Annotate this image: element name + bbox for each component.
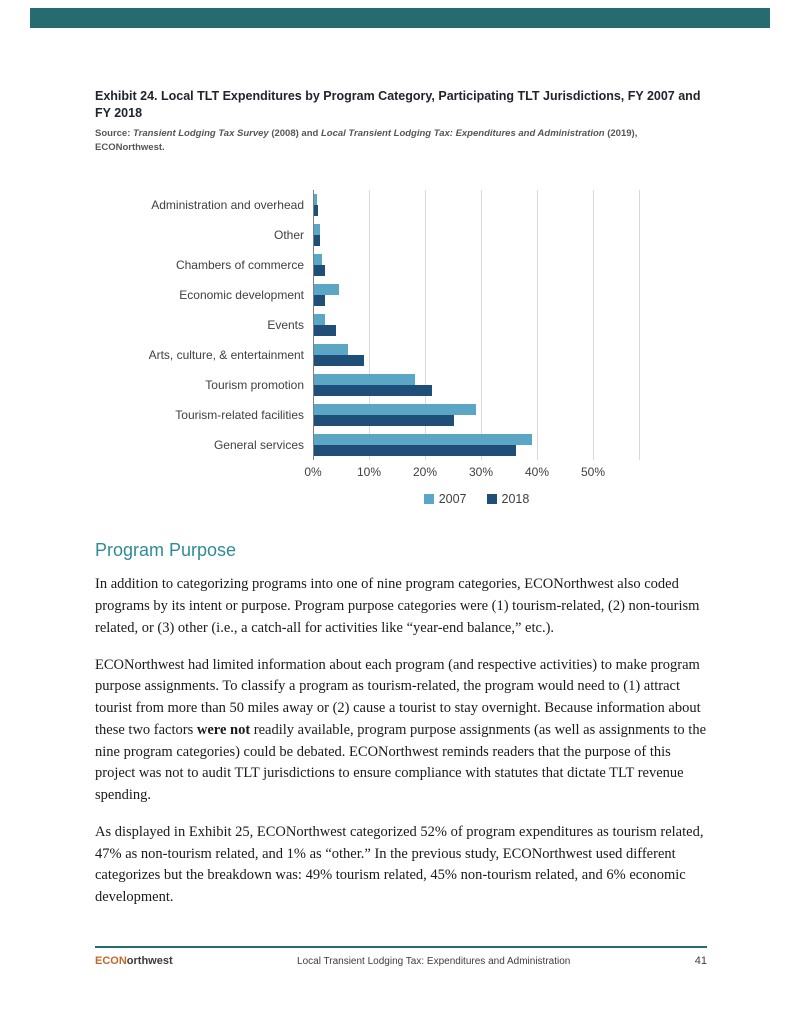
x-tick-label: 10% (356, 465, 382, 480)
legend-item-2018 (487, 492, 530, 506)
source-prefix: Source: (95, 127, 134, 139)
bar-2007 (314, 374, 415, 385)
category-label: General services (213, 438, 304, 453)
category-label: Other (273, 228, 304, 243)
category-label: Economic development (179, 288, 304, 303)
chart-row (151, 190, 639, 220)
bar-2007 (314, 284, 339, 295)
bar-2018 (314, 415, 454, 426)
page-footer (95, 946, 707, 967)
source-suffix: (2019), ECONorthwest. (95, 127, 638, 153)
bar-2007 (314, 254, 322, 265)
chart-row (205, 370, 639, 400)
paragraph-3: As displayed in Exhibit 25, ECONorthwest categorized 52% of program expenditures as tourism related, 47% as non-tourism related, and 1% as “other.” In the previous study, ECONorthwest used different categorizes but the breakdown was: 49% tourism related, 45% non-tourism related, and 6% economic development. (95, 823, 704, 906)
x-tick-label: 0% (304, 465, 322, 480)
chart-legend (313, 492, 640, 506)
chart-row (148, 340, 639, 370)
bar-2018 (314, 265, 325, 276)
bar-2018 (314, 205, 318, 216)
bar-2007 (314, 344, 348, 355)
chart-row (175, 400, 639, 430)
category-label: Chambers of commerce (175, 258, 304, 273)
bar-2018 (314, 445, 516, 456)
footer-rule (95, 946, 707, 948)
bar-2018 (314, 355, 364, 366)
tlt-expenditures-bar-chart (95, 190, 707, 506)
category-label: Arts, culture, & entertainment (148, 348, 304, 363)
x-tick-label: 40% (524, 465, 550, 480)
paragraph-2-bold: were not (196, 721, 251, 738)
section-heading: Program Purpose (95, 540, 237, 561)
chart-row (213, 430, 639, 460)
exhibit-source (95, 127, 707, 155)
chart-row (175, 250, 639, 280)
brand-wordmark (95, 955, 173, 967)
legend-swatch-2007 (424, 494, 434, 504)
brand-orthwest: orthwest (126, 955, 173, 967)
chart-row (179, 280, 639, 310)
paragraph-1: In addition to categorizing programs into one of nine program categories, ECONorthwest also coded programs by its intent or purpose. Program purpose categories were (1) tourism-related, (2) non-tourism related, or (3) other (i.e., a catch-all for activities like “year-end balance,” etc.). (95, 576, 700, 636)
legend-swatch-2018 (487, 494, 497, 504)
brand-econ: ECON (95, 955, 127, 967)
header-accent-bar (30, 8, 770, 28)
legend-item-2007 (424, 492, 467, 506)
bar-2018 (314, 385, 432, 396)
paragraph-2 (95, 655, 707, 807)
category-label: Tourism promotion (205, 378, 304, 393)
bar-2018 (314, 325, 336, 336)
source-mid: (2008) and (268, 127, 321, 139)
bar-2018 (314, 295, 325, 306)
legend-label-2018: 2018 (501, 492, 530, 507)
category-label: Events (267, 318, 304, 333)
chart-row (267, 310, 639, 340)
source-title-1: Transient Lodging Tax Survey (133, 127, 269, 139)
page-number: 41 (694, 955, 707, 967)
bar-2018 (314, 235, 320, 246)
footer-document-title: Local Transient Lodging Tax: Expenditures and Administration (297, 956, 571, 967)
x-tick-label: 30% (468, 465, 494, 480)
bar-2007 (314, 404, 476, 415)
x-tick-label: 20% (412, 465, 438, 480)
paragraph-2-pre: ECONorthwest had limited information about each program (and respective activities) to make program purpose assignments. To classify a program as tourism-related, the program would need to (1) attract tourist from more than 50 miles away or (2) cause a tourist to stay overnight. Because information about these two factors (95, 656, 701, 738)
exhibit-title: Exhibit 24. Local TLT Expenditures by Program Category, Participating TLT Jurisdictions, FY 2007 and FY 2018 (95, 89, 701, 120)
bar-2007 (314, 314, 325, 325)
source-title-2: Local Transient Lodging Tax: Expenditures and Administration (320, 127, 605, 139)
bar-2007 (314, 434, 532, 445)
footer-row (95, 955, 707, 967)
category-label: Tourism-related facilities (175, 408, 304, 423)
chart-plot-area (148, 190, 640, 460)
bar-2007 (314, 194, 317, 205)
legend-label-2007: 2007 (438, 492, 467, 507)
bar-2007 (314, 224, 320, 235)
x-tick-label: 50% (580, 465, 606, 480)
category-label: Administration and overhead (151, 198, 304, 213)
paragraph-2-post: readily available, program purpose assignments (as well as assignments to the nine program categories) could be debated. ECONorthwest reminds readers that the purpose of this project was not to audit TLT jurisdictions to ensure compliance with statutes that dictate TLT revenue spending. (95, 721, 707, 804)
chart-row (273, 220, 639, 250)
page-content (95, 88, 707, 909)
chart-x-axis (304, 460, 640, 480)
